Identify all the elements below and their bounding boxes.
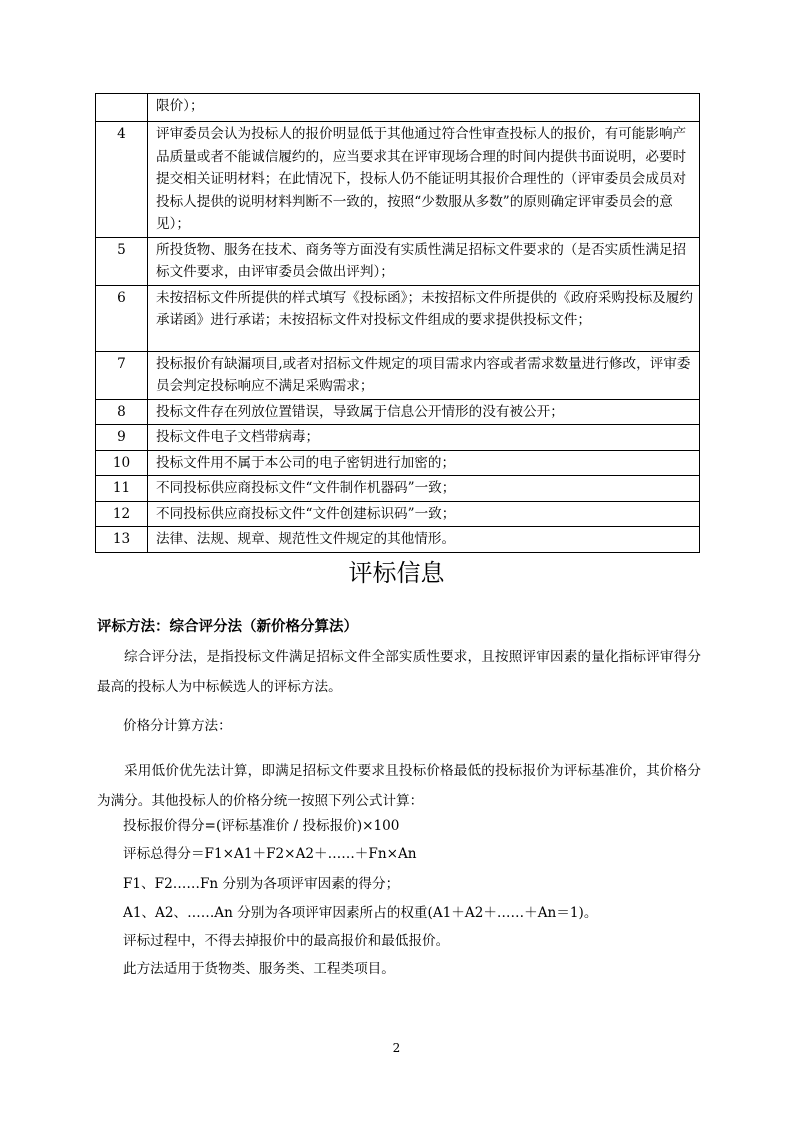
table-row [96,122,700,238]
table-row [96,399,700,425]
row-number: 13 [96,527,148,553]
row-text: 法律、法规、规章、规范性文件规定的其他情形。 [148,527,700,553]
row-number: 7 [96,351,148,399]
price-calc-label: 价格分计算方法： [123,718,232,734]
row-number: 10 [96,450,148,476]
row-text: 投标报价有缺漏项目,或者对招标文件规定的项目需求内容或者需求数量进行修改，评审委员会判定投标响应不满足采购需求； [148,351,700,399]
method-heading: 评标方法：综合评分法（新价格分算法） [97,619,358,635]
formula-line: F1、F2……Fn 分别为各项评审因素的得分； [123,876,400,892]
table-row [96,285,700,351]
row-text: 限价）； [148,94,700,122]
row-number: 8 [96,399,148,425]
row-text: 投标文件电子文档带病毒； [148,425,700,451]
table-row [96,450,700,476]
row-text: 评审委员会认为投标人的报价明显低于其他通过符合性审查投标人的报价，有可能影响产品质量或者不能诚信履约的，应当要求其在评审现场合理的时间内提供书面说明，必要时提交相关证明材料；在此情况下，投标人仍不能证明其报价合理性的（评审委员会成员对投标人提供的说明材料判断不一致的，按照“少数服从多数”的原则确定评审委员会的意见）； [148,122,700,238]
row-text: 不同投标供应商投标文件“文件创建标识码”一致； [148,501,700,527]
formula-line: A1、A2、……An 分别为各项评审因素所占的权重(A1＋A2＋……＋An＝1)。 [123,905,598,921]
row-number: 5 [96,237,148,285]
intro-paragraph: 综合评分法，是指投标文件满足招标文件全部实质性要求，且按照评审因素的量化指标评审得分最高的投标人为中标候选人的评标方法。 [97,649,701,695]
table-row [96,476,700,502]
row-number: 4 [96,122,148,238]
table-row [96,425,700,451]
page-number: 2 [392,1041,401,1055]
formula-line: 此方法适用于货物类、服务类、工程类项目。 [123,961,395,977]
row-number [96,94,148,122]
formula-line: 投标报价得分=(评标基准价 / 投标报价)×100 [123,818,400,834]
table-row [96,351,700,399]
formula-line: 评标总得分＝F1×A1＋F2×A2＋……＋Fn×An [123,846,417,862]
row-number: 12 [96,501,148,527]
table-row [96,501,700,527]
section-title: 评标信息 [348,559,445,587]
formula-line: 评标过程中，不得去掉报价中的最高报价和最低报价。 [123,933,450,949]
row-number: 9 [96,425,148,451]
table-row [96,527,700,553]
row-number: 11 [96,476,148,502]
price-calc-paragraph: 采用低价优先法计算，即满足招标文件要求且投标价格最低的投标报价为评标基准价，其价格分为满分。其他投标人的价格分统一按照下列公式计算： [97,763,701,809]
table-row [96,94,700,122]
row-text: 所投货物、服务在技术、商务等方面没有实质性满足招标文件要求的（是否实质性满足招标文件要求，由评审委员会做出评判）； [148,237,700,285]
row-number: 6 [96,285,148,351]
table-row [96,237,700,285]
rejection-criteria-table [95,93,700,553]
row-text: 投标文件存在列放位置错误，导致属于信息公开情形的没有被公开； [148,399,700,425]
row-text: 不同投标供应商投标文件“文件制作机器码”一致； [148,476,700,502]
row-text: 未按招标文件所提供的样式填写《投标函》；未按招标文件所提供的《政府采购投标及履约承诺函》进行承诺；未按招标文件对投标文件组成的要求提供投标文件； [148,285,700,351]
row-text: 投标文件用不属于本公司的电子密钥进行加密的； [148,450,700,476]
